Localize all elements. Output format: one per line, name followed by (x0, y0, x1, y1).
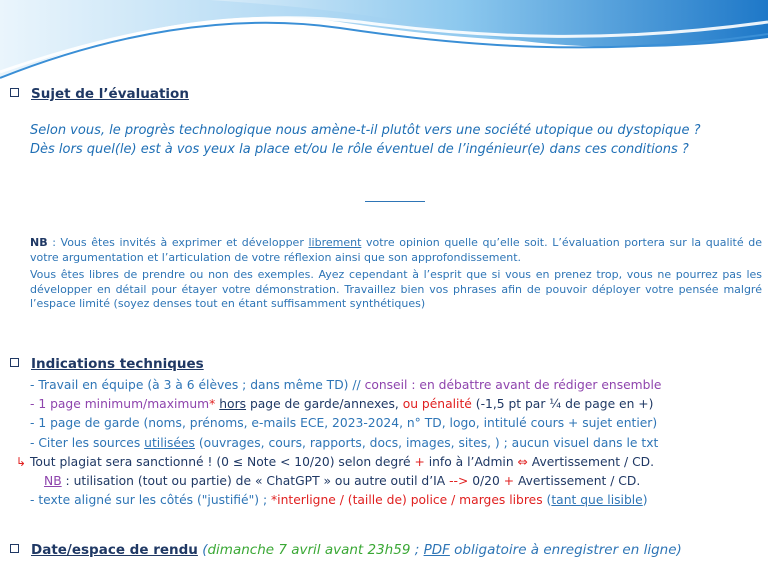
deadline-date: dimanche 7 avril avant 23h59 (207, 542, 411, 558)
tech-text: - Citer les sources (30, 435, 145, 450)
nb-librement: librement (308, 236, 362, 249)
tech-text: ) (642, 493, 648, 508)
section-title: Indications techniques (31, 356, 204, 372)
pdf-format: PDF (423, 542, 450, 558)
tech-text: - Travail en équipe (à 3 à 6 élèves ; dans même TD) // (30, 378, 365, 392)
tech-text: info à l’Admin (424, 454, 518, 469)
separator-line (365, 201, 425, 202)
date-sep: ; (410, 542, 424, 558)
tech-text: (ouvrages, cours, rapports, docs, images, sites, ) ; aucun visuel dans le txt (194, 435, 659, 450)
section-title: Date/espace de rendu (31, 542, 198, 558)
tech-line-3: - 1 page de garde (noms, prénoms, e-mails ECE, 2023-2024, n° TD, logo, intitulé cours + sujet entier) (30, 416, 658, 431)
date-paren: ( (197, 542, 208, 558)
section-date-heading (10, 542, 682, 558)
tech-advice: conseil : en débattre avant de rédiger ensemble (364, 378, 662, 392)
subject-question-2: Dès lors quel(le) est à vos yeux la place et/ou le rôle éventuel de l’ingénieur(e) dans ces conditions ? (30, 142, 689, 157)
tech-line-4 (30, 434, 765, 453)
section-title: Sujet de l’évaluation (31, 86, 189, 102)
tech-line-7 (30, 491, 765, 510)
tech-hors: hors (219, 397, 247, 412)
upload-instruction: obligatoire à enregistrer en ligne (449, 542, 677, 558)
checkbox-square-icon (10, 88, 19, 97)
nb-paragraph-2: Vous êtes libres de prendre ou non des exemples. Ayez cependant à l’esprit que si vous en prenez trop, vous ne pourrez pas les développer en détail pour étayer votre démonstration. Travaillez bien vos phrases afin de pouvoir déployer votre pensée malgré l’espace limité (soyez denses tout en étant suffisamment synthétiques) (30, 268, 762, 310)
section-tech-heading (10, 356, 204, 372)
nb-label: NB (30, 236, 48, 249)
tech-text: page de garde/annexes, (246, 397, 403, 412)
header-wave-decoration (0, 0, 768, 92)
arrow-return-icon: ↳ (16, 454, 27, 469)
nb-text: votre opinion quelle qu’elle soit. L’évaluation portera sur la qualité de votre argumentation et l’articulation de votre réflexion ainsi que son approfondissement. (30, 236, 762, 264)
checkbox-square-icon (10, 544, 19, 553)
tech-line-2 (30, 395, 765, 414)
tech-text: 0/20 (468, 473, 504, 488)
tech-line-6 (44, 472, 765, 491)
tech-plus: + (414, 454, 425, 469)
tech-free-format: *interligne / (taille de) police / marges libres (271, 493, 543, 508)
checkbox-square-icon (10, 358, 19, 367)
tech-text: Avertissement / CD. (514, 473, 641, 488)
double-arrow-icon: ⇔ (517, 454, 528, 469)
section-subject-heading (10, 86, 189, 102)
tech-text: ( (542, 493, 552, 508)
subject-question-1: Selon vous, le progrès technologique nous amène-t-il plutôt vers une société utopique ou dystopique ? (30, 123, 701, 138)
tech-arrow: --> (449, 473, 469, 488)
tech-utilisees: utilisées (144, 435, 195, 450)
tech-page-limit: - 1 page minimum/maximum (30, 397, 210, 412)
tech-text: Tout plagiat sera sanctionné ! (0 ≤ Note < 10/20) selon degré (26, 454, 415, 469)
tech-star: * (209, 397, 216, 412)
tech-text: Avertissement / CD. (527, 454, 655, 469)
tech-list (16, 376, 765, 510)
nb-paragraph-1 (30, 236, 762, 265)
date-paren: ) (676, 542, 682, 558)
tech-text: : utilisation (tout ou partie) de « ChatGPT » ou autre outil d’IA (61, 473, 450, 488)
tech-text: - texte aligné sur les côtés ("justifié") ; (30, 493, 272, 508)
tech-nb: NB (44, 473, 62, 488)
tech-line-5 (16, 453, 765, 472)
nb-text: : Vous êtes invités à exprimer et développer (47, 236, 309, 249)
tech-legible: tant que lisible (551, 493, 643, 508)
tech-text: (-1,5 pt par ¼ de page en +) (471, 397, 654, 412)
tech-line-1 (30, 376, 765, 395)
tech-penalty: ou pénalité (402, 397, 472, 412)
tech-plus: + (503, 473, 515, 488)
